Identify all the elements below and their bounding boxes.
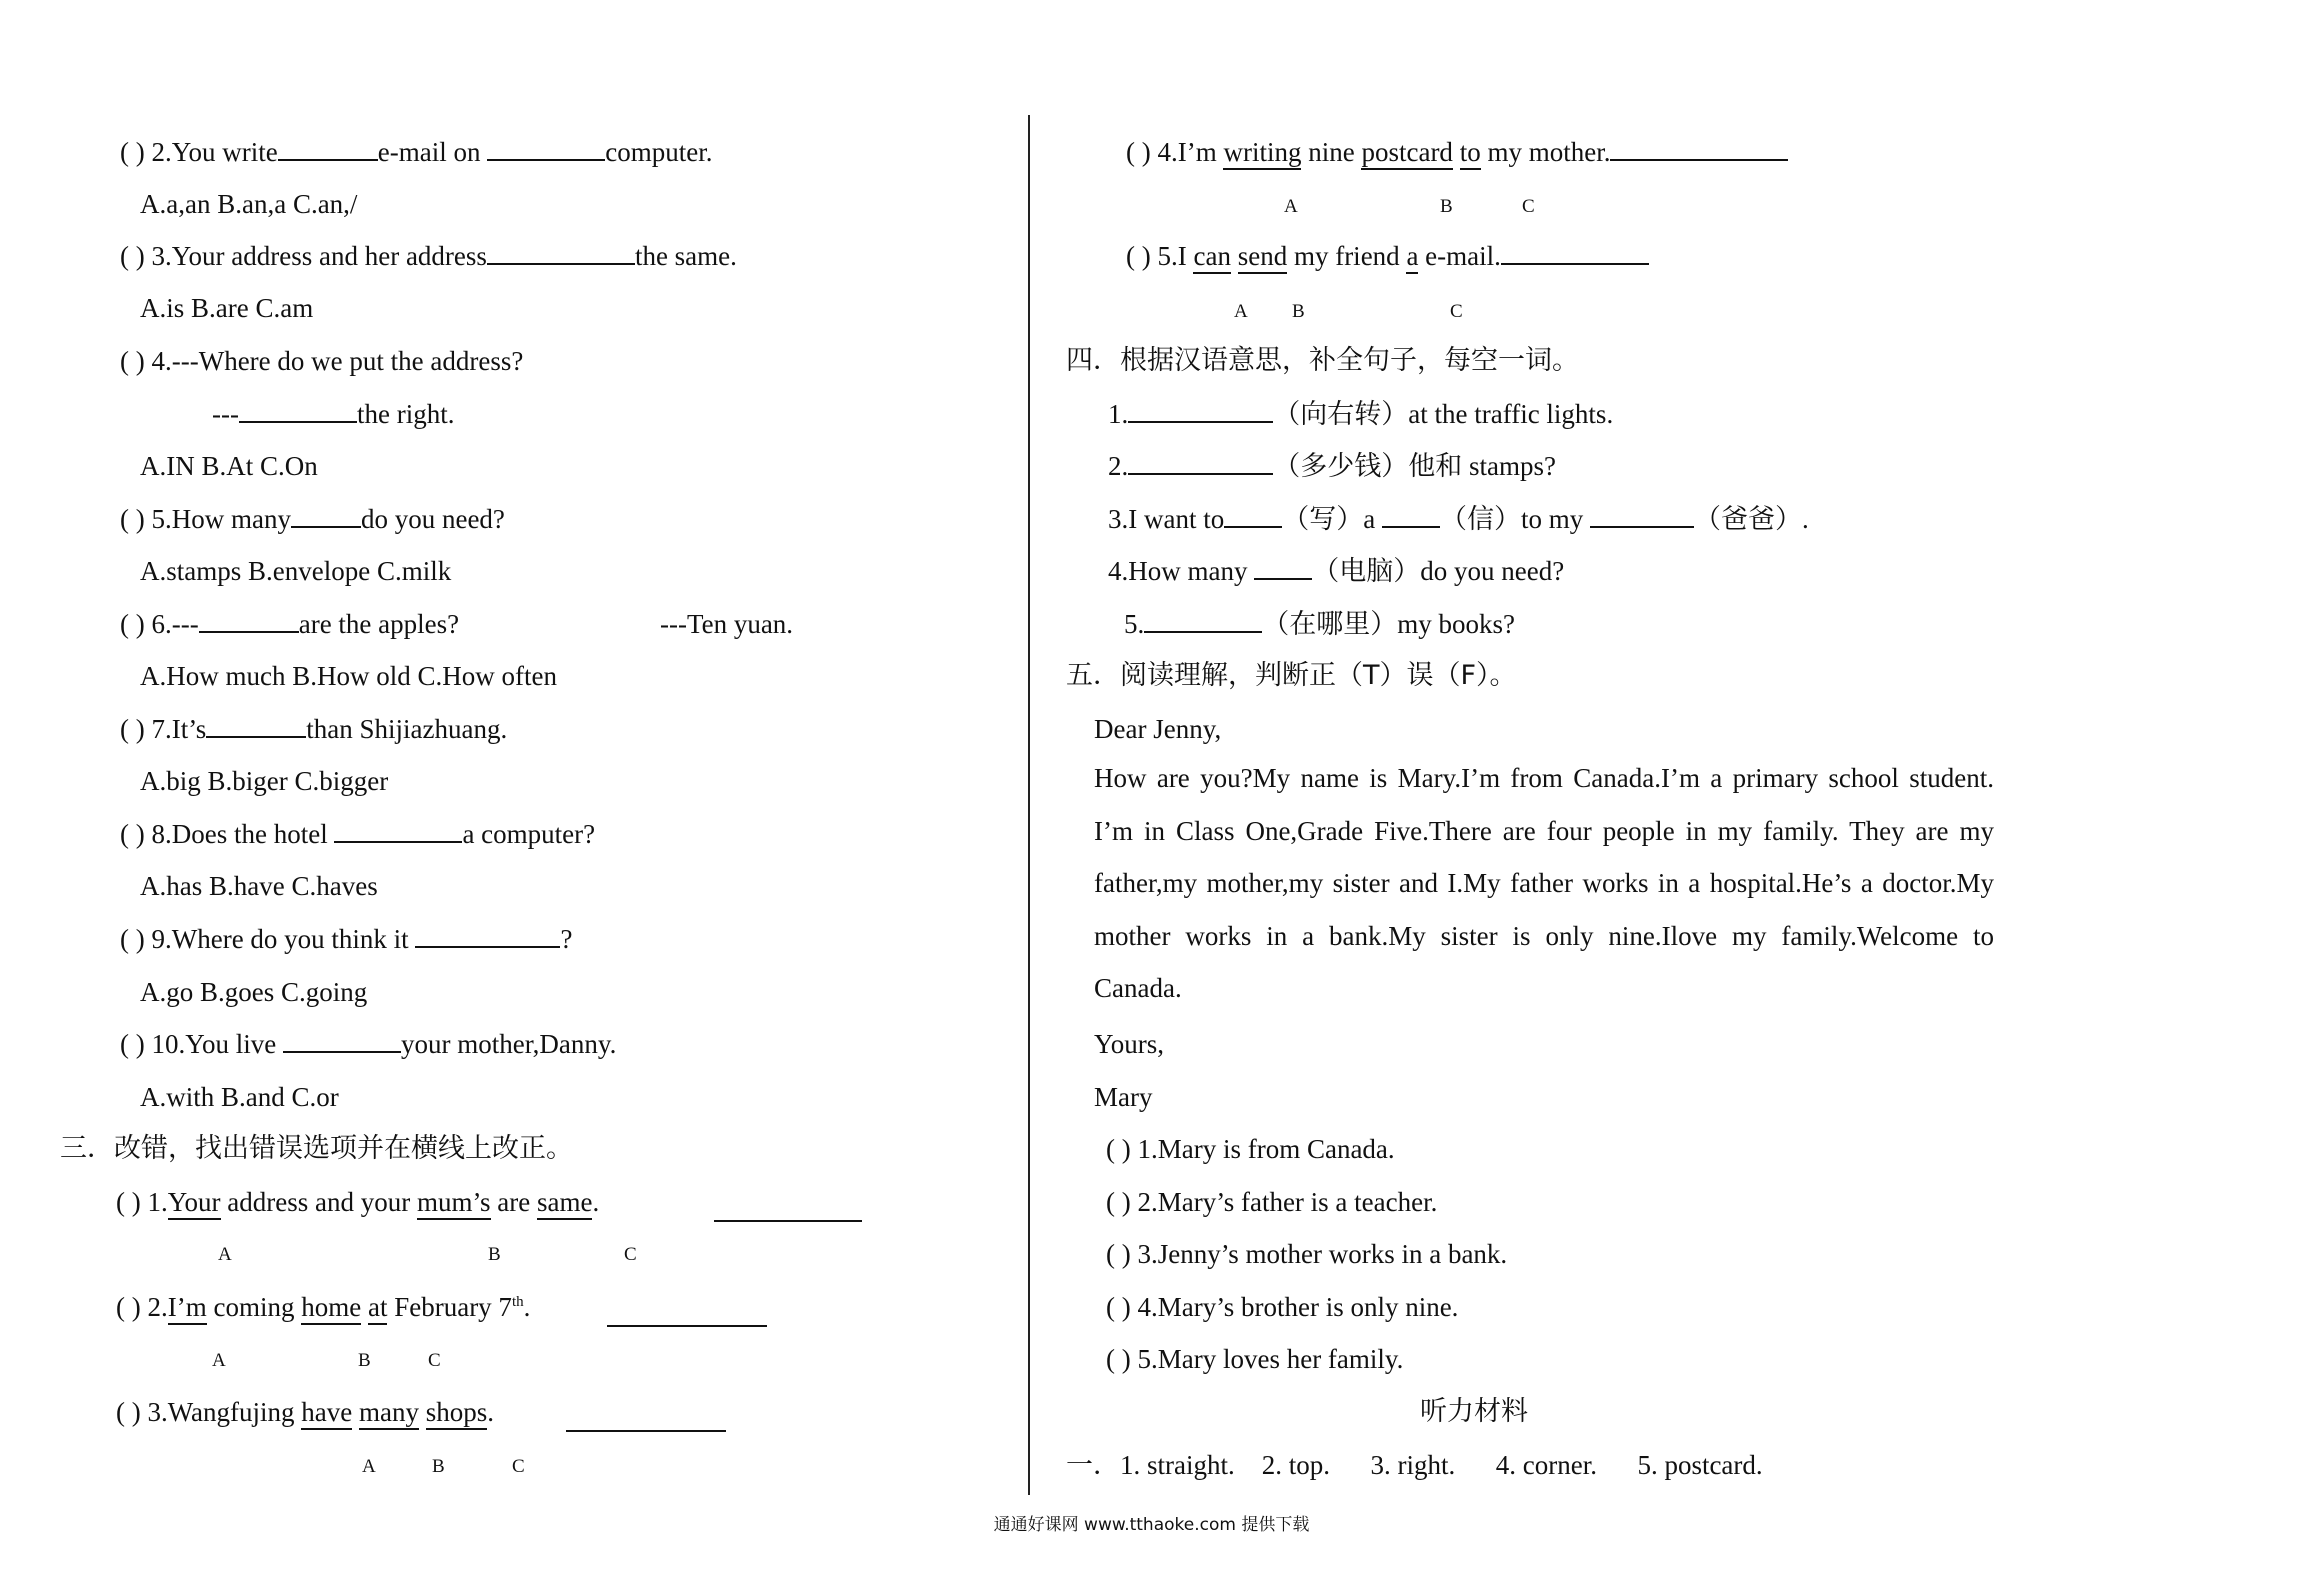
answer-blank[interactable] xyxy=(206,712,306,738)
tf-question-2: ( ) 2.Mary’s father is a teacher. xyxy=(1106,1187,1438,1217)
answer-blank[interactable] xyxy=(334,817,462,843)
question-2: ( ) 2.You write e-mail on computer. xyxy=(120,137,713,167)
fill-2: 2. （多少钱）他和 stamps? xyxy=(1108,451,1556,481)
section-5-title: 五．阅读理解，判断正（T）误（F）。 xyxy=(1066,660,1517,691)
correction-1: ( ) 1.Your address and your mum’s are same. xyxy=(116,1185,599,1219)
correction-4: ( ) 4.I’m writing nine postcard to my mother. xyxy=(1126,135,1788,169)
answer-blank[interactable] xyxy=(1590,502,1694,528)
question-9: ( ) 9.Where do you think it ? xyxy=(120,924,573,954)
answer-blank[interactable] xyxy=(1128,397,1273,423)
answer-blank[interactable] xyxy=(1128,449,1273,475)
correction-blank[interactable] xyxy=(714,1196,862,1222)
question-10: ( ) 10.You live your mother,Danny. xyxy=(120,1029,617,1059)
question-4-answer: --- the right. xyxy=(212,399,455,429)
correction-3: ( ) 3.Wangfujing have many shops. xyxy=(116,1395,494,1429)
answer-blank[interactable] xyxy=(487,135,605,161)
answer-blank[interactable] xyxy=(1144,607,1262,633)
question-5-options: A.stamps B.envelope C.milk xyxy=(140,556,452,586)
letter-signature: Mary xyxy=(1094,1082,1153,1112)
option-label-c: C xyxy=(1450,301,1463,322)
option-label-a: A xyxy=(1234,301,1248,322)
answer-blank[interactable] xyxy=(1254,554,1312,580)
letter-greeting: Dear Jenny, xyxy=(1094,714,1222,744)
listening-line: 一．1. straight. 2. top. 3. right. 4. corner. 5. postcard. xyxy=(1066,1450,1763,1480)
option-label-b: B xyxy=(1440,196,1453,217)
option-label-c: C xyxy=(512,1456,525,1477)
correction-blank[interactable] xyxy=(607,1301,767,1327)
answer-blank[interactable] xyxy=(1382,502,1440,528)
question-10-options: A.with B.and C.or xyxy=(140,1082,339,1112)
option-label-a: A xyxy=(218,1244,232,1265)
option-label-a: A xyxy=(1284,196,1298,217)
footer-credit: 通通好课网 www.tthaoke.com 提供下载 xyxy=(993,1515,1310,1535)
option-label-a: A xyxy=(362,1456,376,1477)
tf-question-5: ( ) 5.Mary loves her family. xyxy=(1106,1344,1404,1374)
fill-4: 4.How many （电脑）do you need? xyxy=(1108,556,1565,586)
option-label-c: C xyxy=(1522,196,1535,217)
fill-3: 3.I want to （写）a （信）to my （爸爸）. xyxy=(1108,504,1809,534)
question-3: ( ) 3.Your address and her address the same. xyxy=(120,241,737,271)
column-divider xyxy=(1028,115,1030,1495)
option-label-b: B xyxy=(488,1244,501,1265)
question-7: ( ) 7.It’s than Shijiazhuang. xyxy=(120,714,508,744)
option-label-c: C xyxy=(428,1350,441,1371)
fill-5: 5. （在哪里）my books? xyxy=(1124,609,1515,639)
question-6-answer: ---Ten yuan. xyxy=(660,609,794,639)
answer-blank[interactable] xyxy=(1224,502,1282,528)
question-2-options: A.a,an B.an,a C.an,/ xyxy=(140,189,358,219)
option-label-b: B xyxy=(1292,301,1305,322)
question-5: ( ) 5.How many do you need? xyxy=(120,504,505,534)
letter-body: How are you?My name is Mary.I’m from Canada.I’m a primary school student. I’m in Class One,Grade Five.There are four people in my family. They are my father,my mother,my sister and I.My father works in a hospital.He’s a doctor.My mother works in a bank.My sister is only nine.Ilove my family.Welcome to Canada. xyxy=(1094,763,1994,1004)
section-4-title: 四．根据汉语意思，补全句子，每空一词。 xyxy=(1066,345,1579,376)
question-4: ( ) 4.---Where do we put the address? xyxy=(120,346,524,376)
tf-question-3: ( ) 3.Jenny’s mother works in a bank. xyxy=(1106,1239,1508,1269)
option-label-b: B xyxy=(432,1456,445,1477)
answer-blank[interactable] xyxy=(291,502,361,528)
answer-blank[interactable] xyxy=(199,607,299,633)
correction-5: ( ) 5.I can send my friend a e-mail. xyxy=(1126,239,1649,273)
correction-blank[interactable] xyxy=(1501,239,1649,265)
answer-blank[interactable] xyxy=(239,397,357,423)
option-label-a: A xyxy=(212,1350,226,1371)
answer-blank[interactable] xyxy=(415,922,560,948)
question-6-options: A.How much B.How old C.How often xyxy=(140,661,557,691)
fill-1: 1. （向右转）at the traffic lights. xyxy=(1108,399,1614,429)
letter-closing: Yours, xyxy=(1094,1029,1165,1059)
question-8: ( ) 8.Does the hotel a computer? xyxy=(120,819,596,849)
correction-blank[interactable] xyxy=(566,1406,726,1432)
question-8-options: A.has B.have C.haves xyxy=(140,871,378,901)
tf-question-1: ( ) 1.Mary is from Canada. xyxy=(1106,1134,1395,1164)
answer-blank[interactable] xyxy=(487,239,635,265)
question-4-options: A.IN B.At C.On xyxy=(140,451,318,481)
listening-title: 听力材料 xyxy=(1420,1396,1528,1427)
question-7-options: A.big B.biger C.bigger xyxy=(140,766,389,796)
section-3-title: 三．改错，找出错误选项并在横线上改正。 xyxy=(60,1133,573,1164)
answer-blank[interactable] xyxy=(283,1027,401,1053)
tf-question-4: ( ) 4.Mary’s brother is only nine. xyxy=(1106,1292,1459,1322)
option-label-c: C xyxy=(624,1244,637,1265)
question-9-options: A.go B.goes C.going xyxy=(140,977,368,1007)
question-6: ( ) 6.--- are the apples? xyxy=(120,609,460,639)
option-label-b: B xyxy=(358,1350,371,1371)
correction-2: ( ) 2.I’m coming home at February 7th. xyxy=(116,1290,530,1324)
question-3-options: A.is B.are C.am xyxy=(140,293,314,323)
answer-blank[interactable] xyxy=(278,135,378,161)
correction-blank[interactable] xyxy=(1610,135,1788,161)
